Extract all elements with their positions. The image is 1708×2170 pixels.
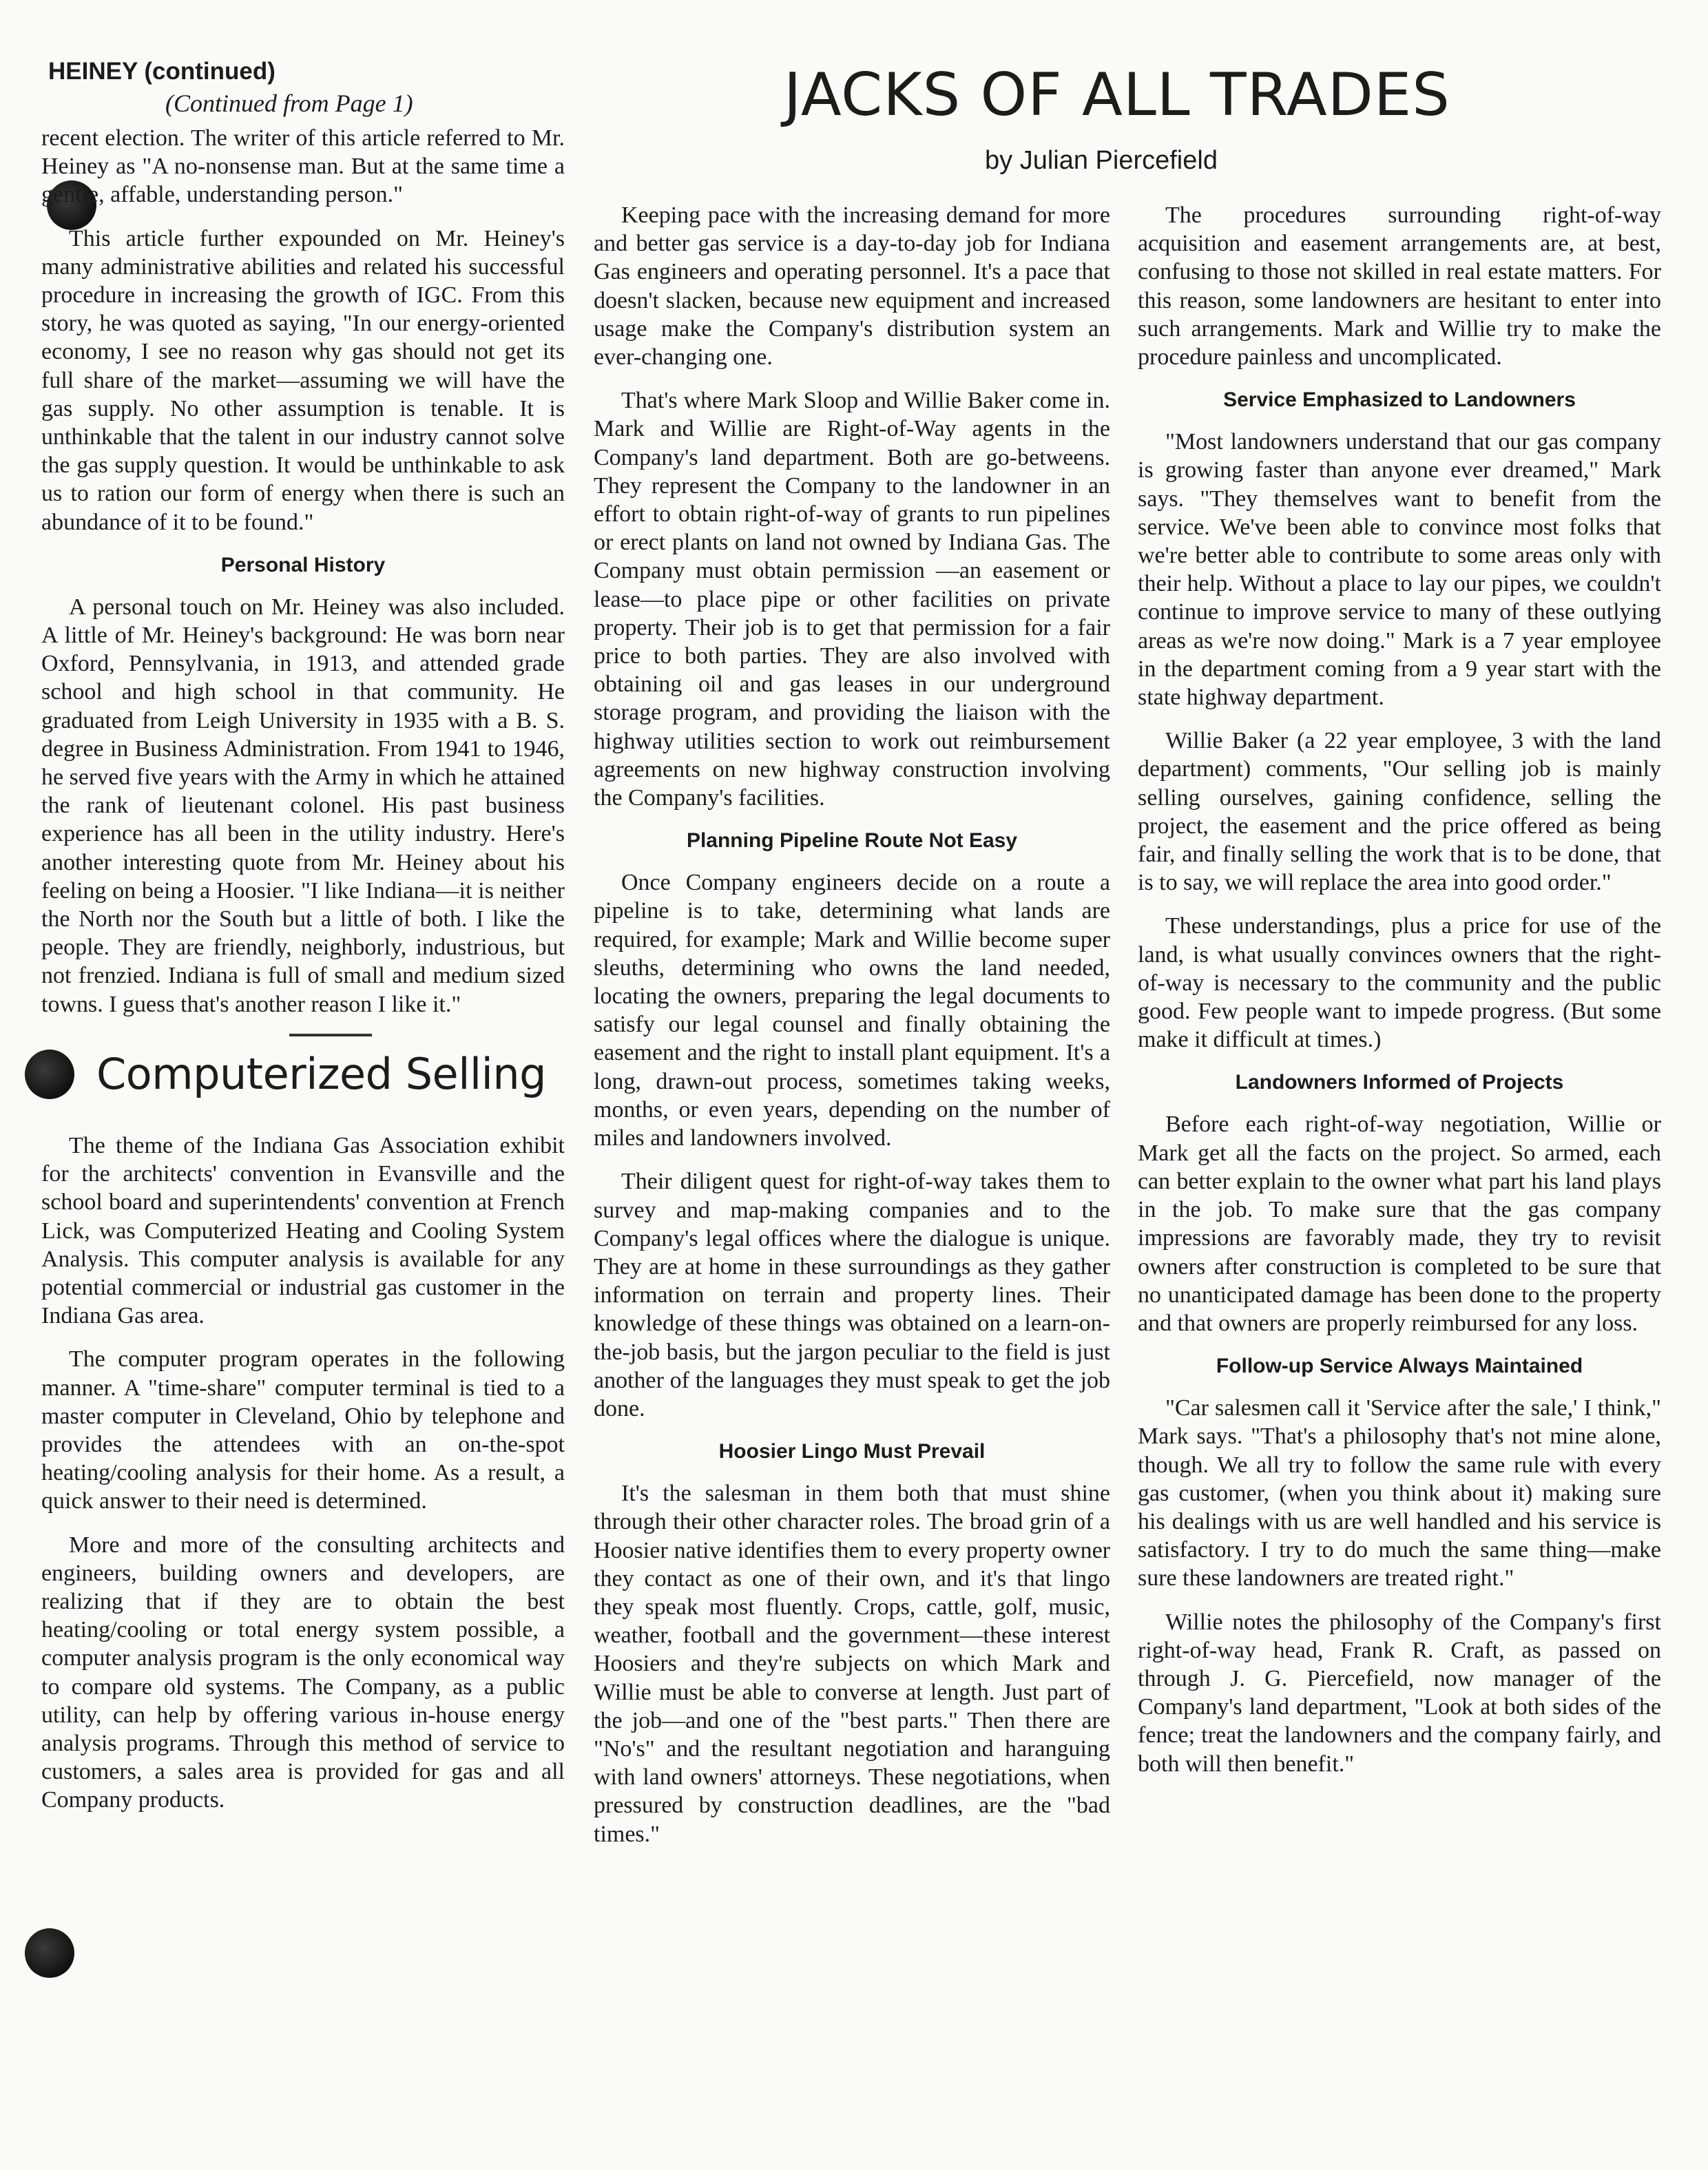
jacks-paragraph: These understandings, plus a price for use of the land, is what usually convinces owners that the right-of-way is necessary to the community and the public good. Few people want to impede progress. (But some make it difficult at times.) (1138, 913, 1661, 1053)
subhead-service-emphasized: Service Emphasized to Landowners (1223, 388, 1576, 412)
subhead-landowners-informed: Landowners Informed of Projects (1235, 1071, 1564, 1094)
computerized-paragraph: The computer program operates in the following manner. A "time-share" computer terminal is tied to a master computer in Cleveland, Ohio by telephone and provides the attendees with an on-the-spot heating/cooling analysis for their home. As a result, a quick answer to their need is determined. (41, 1346, 565, 1514)
continued-from-note: (Continued from Page 1) (165, 90, 413, 117)
jacks-paragraph: "Car salesmen call it 'Service after the sale,' I think," Mark says. "That's a philosophy that's not mine alone, though. We all try to follow the same rule with every gas customer, (when you think about it) making sure his dealings with us are well handled and his service is satisfactory. I try to do much the same thing—make sure these landowners are treated right." (1138, 1395, 1661, 1592)
jacks-paragraph: Once Company engineers decide on a route a pipeline is to take, determining what lands are required, for example; Mark and Willie become super sleuths, determining who owns the land needed, locating the owners, preparing the legal documents to satisfy our legal counsel and finally obtaining the easement and the right to install plant equipment. It's a long, drawn-out process, sometimes taking weeks, months, or even years, depending on the number of miles and landowners involved. (594, 870, 1110, 1151)
jacks-paragraph: It's the salesman in them both that must shine through their other character roles. The broad grin of a Hoosier native identifies them to every property owner they contact as one of their own, and it's that lingo they speak most fluently. Crops, cattle, golf, music, weather, football and the government—these interest Hoosiers and they're subjects on which Mark and Willie must be able to converse at length. Just part of the job—and one of the "best parts." Then there are "No's" and the resultant negotiation and haranguing with land owners' attorneys. These negotiations, when pressured by construction deadlines, are the "bad times." (594, 1481, 1110, 1847)
column-right (1138, 201, 1661, 1793)
jacks-paragraph: Willie notes the philosophy of the Company's first right-of-way head, Frank R. Craft, as passed on through J. G. Piercefield, now manager of the Company's land department, "Look at both sides of the fence; treat the landowners and the company fairly, and both will then benefit." (1138, 1609, 1661, 1777)
punch-hole (25, 1928, 74, 1978)
subhead-planning-pipeline: Planning Pipeline Route Not Easy (686, 829, 1018, 853)
heiney-paragraph: recent election. The writer of this article referred to Mr. Heiney as "A no-nonsense man. But at the same time a gentle, affable, understanding person." (41, 125, 565, 208)
computerized-paragraph: More and more of the consulting architects and engineers, building owners and developers, are realizing that if they are to obtain the best heating/cooling or total energy system possible, a computer analysis program is the only economical way to compare old systems. The Company, as a public utility, can help by offering various in-house energy analysis programs. Through this method of service to customers, a sales area is provided for gas and all Company products. (41, 1532, 565, 1813)
jacks-paragraph: "Most landowners understand that our gas company is growing faster than anyone ever dreamed," Mark says. "They themselves want to benefit from the service. We've been able to convince most folks that we're better able to contribute to some areas only with their help. Without a place to lay our pipes, we couldn't continue to improve service to many of these outlying areas as we're now doing." Mark is a 7 year employee in the department coming from a 9 year start with the state highway department. (1138, 429, 1661, 711)
subhead-follow-up-service: Follow-up Service Always Maintained (1216, 1355, 1583, 1378)
jacks-paragraph: Willie Baker (a 22 year employee, 3 with the land department) comments, "Our selling job is mainly selling ourselves, gaining confidence, selling the project, the easement and the price offered as being fair, and finally selling the work that is to be done, that is to say, we will replace the area into good order." (1138, 728, 1661, 896)
heiney-paragraph: This article further expounded on Mr. Heiney's many administrative abilities and related his successful procedure in increasing the growth of IGC. From this story, he was quoted as saying, "In our energy-oriented economy, I see no reason why gas should not get its full share of the market—assuming we will have the gas supply. No other assumption is tenable. It is unthinkable that the talent in our industry cannot solve the gas supply question. It would be unthinkable to ask us to ration our form of energy when there is such an abundance of it to be found." (41, 225, 565, 535)
computerized-paragraph: The theme of the Indiana Gas Association exhibit for the architects' convention in Evansville and the school board and superintendents' convention at French Lick, was Computerized Heating and Cooling System Analysis. This computer analysis is available for any potential commercial or industrial gas customer in the Indiana Gas area. (41, 1132, 565, 1329)
article-title-computerized: Computerized Selling (96, 1048, 547, 1099)
article-title-jacks: JACKS OF ALL TRADES (784, 61, 1450, 129)
column-middle (594, 201, 1110, 1864)
jacks-paragraph: The procedures surrounding right-of-way acquisition and easement arrangements are, at best, confusing to those not skilled in real estate matters. For this reason, some landowners are hesitant to enter into such arrangements. Mark and Willie try to make the procedure painless and uncomplicated. (1138, 202, 1661, 371)
column-left (41, 0, 565, 1830)
subhead-hoosier-lingo: Hoosier Lingo Must Prevail (718, 1440, 986, 1463)
continued-heading: HEINEY (continued) (48, 58, 275, 85)
jacks-paragraph: Before each right-of-way negotiation, Willie or Mark get all the facts on the project. So armed, each can better explain to the owner what part his land plays in the job. To make sure that the gas company impressions are favorably made, they try to revisit owners after construction is completed to be sure that no unanticipated damage has been done to the property and that owners are properly reimbursed for any loss. (1138, 1112, 1661, 1336)
subhead-personal-history: Personal History (220, 553, 386, 576)
article-byline: by Julian Piercefield (985, 146, 1218, 175)
jacks-paragraph: That's where Mark Sloop and Willie Baker come in. Mark and Willie are Right-of-Way agents in the Company's land department. Both are go-betweens. They represent the Company to the landowner in an effort to obtain right-of-way of grants to run pipelines or erect plants on land not owned by Indiana Gas. The Company must obtain permission —an easement or lease—to place pipe or other facilities on private property. Their job is to get that permission for a fair price to both parties. They are also involved with obtaining oil and gas leases in our underground storage program, and providing the liaison with the highway utilities section to work out reimbursement agreements on new highway construction involving the Company's facilities. (594, 388, 1110, 811)
jacks-paragraph: Keeping pace with the increasing demand for more and better gas service is a day-to-day job for Indiana Gas engineers and operating personnel. It's a pace that doesn't slacken, because new equipment and increased usage make the Company's distribution system an ever-changing one. (594, 202, 1110, 371)
jacks-paragraph: Their diligent quest for right-of-way takes them to survey and map-making companies and to the Company's legal offices where the dialogue is unique. They are at home in these surroundings as they gather information on terrain and property lines. Their knowledge of these things was obtained on a learn-on-the-job basis, but the jargon peculiar to the field is just another of the languages they must speak to get the job done. (594, 1169, 1110, 1421)
divider-rule (289, 1034, 372, 1036)
heiney-paragraph: A personal touch on Mr. Heiney was also included. A little of Mr. Heiney's background: He was born near Oxford, Pennsylvania, in 1913, and attended grade school and high school in that community. He graduated from Leigh University in 1935 with a B. S. degree in Business Administration. From 1941 to 1946, he served five years with the Army in which he attained the rank of lieutenant colonel. His past business experience has all been in the utility industry. Here's another interesting quote from Mr. Heiney about his feeling on being a Hoosier. "I like Indiana—it is neither the North nor the South but a little of both. I like the people. They are friendly, neighborly, industrious, but not frenzied. Indiana is full of small and medium sized towns. I guess that's another reason I like it." (41, 594, 565, 1017)
